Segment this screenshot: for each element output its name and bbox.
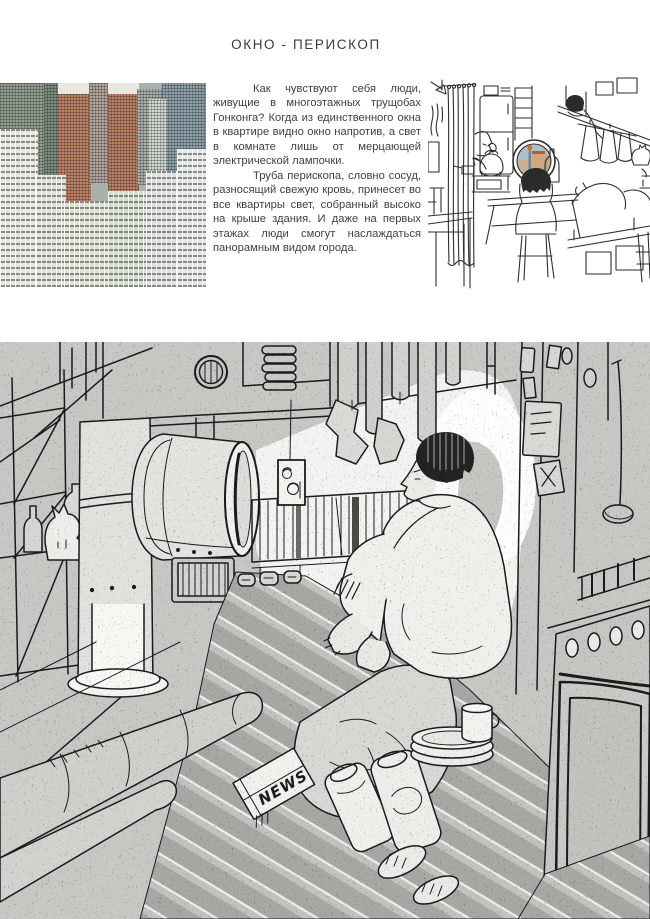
kettle-stove <box>454 150 510 192</box>
fridge <box>480 86 513 174</box>
right-wall-shelf <box>640 176 650 188</box>
building-tower <box>64 201 110 287</box>
article-text <box>213 82 421 255</box>
apartment-interior-sketch <box>428 76 650 290</box>
building-tower <box>108 191 148 287</box>
building-tower <box>0 129 38 287</box>
building-tower <box>146 171 179 287</box>
page-title: ОКНО - ПЕРИСКОП <box>231 37 381 52</box>
bunk-bed <box>568 183 650 282</box>
room-periscope-illustration <box>0 342 650 919</box>
building-tower <box>177 149 206 287</box>
shelf-cat-icon <box>632 145 650 177</box>
table <box>486 194 580 244</box>
hongkong-highrise-photo <box>0 83 206 287</box>
paper-texture <box>0 342 650 919</box>
ladder-shelf <box>515 86 532 140</box>
building-tower <box>89 83 110 183</box>
wall-lamp-icon <box>428 80 446 214</box>
building-tower <box>36 175 66 287</box>
shower-curtain <box>445 83 476 267</box>
paragraph: Как чувствуют себя люди, живущие в многоэтажных трущобах Гонконга? Когда из единственного окна в квартире видно окно напротив, а свет в комнате лишь от мерцающей электрической лампочки. <box>213 83 421 168</box>
paragraph: Труба перископа, словно сосуд, разносящий свежую кровь, принесет во все квартиры свет, собранный высоко на крыше здания. И даже на первых этажах люди смогут наслаждаться панорамным видом города. <box>213 169 421 254</box>
cabinet <box>428 212 472 288</box>
sitting-person <box>516 168 557 282</box>
hanging-clothes <box>578 120 636 163</box>
